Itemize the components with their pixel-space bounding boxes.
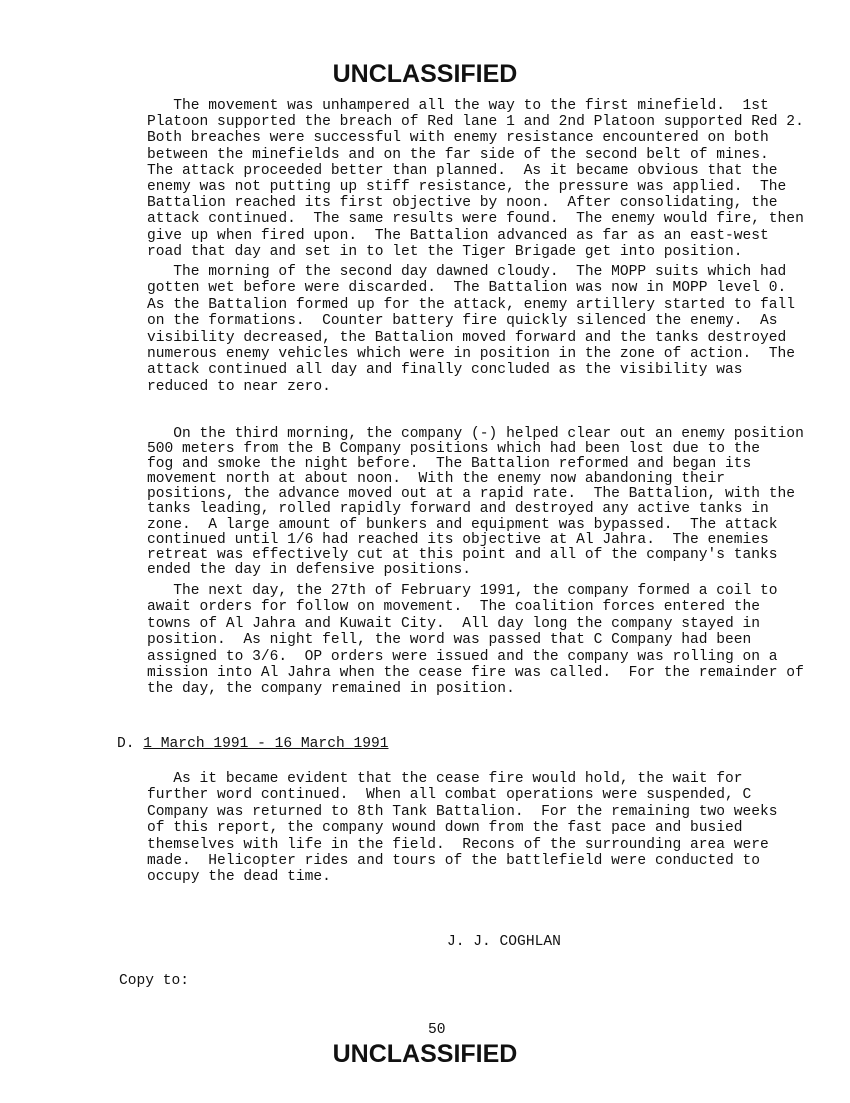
text-line: on the formations. Counter battery fire quickly silenced the enemy. As: [147, 313, 778, 330]
classification-footer: UNCLASSIFIED: [332, 1040, 518, 1068]
text-line: tanks leading, rolled rapidly forward and destroyed any active tanks in: [147, 501, 769, 518]
text-line: enemy was not putting up stiff resistance, the pressure was applied. The: [147, 179, 787, 196]
text-line: Both breaches were successful with enemy resistance encountered on both: [147, 130, 769, 147]
section-heading: [117, 736, 389, 752]
copy-to: Copy to:: [119, 973, 190, 989]
text-line: attack continued. The same results were found. The enemy would fire, then: [147, 211, 804, 228]
paragraph-2: [147, 264, 795, 395]
text-line: towns of Al Jahra and Kuwait City. All day long the company stayed in: [147, 615, 761, 632]
paragraph-5: [147, 771, 778, 886]
text-line: retreat was effectively cut at this point and all of the company's tanks: [147, 546, 778, 563]
text-line: reduced to near zero.: [147, 378, 331, 395]
text-line: assigned to 3/6. OP orders were issued and the company was rolling on a: [147, 648, 778, 665]
text-line: zone. A large amount of bunkers and equipment was bypassed. The attack: [147, 516, 778, 533]
text-line: On the third morning, the company (-) helped clear out an enemy position: [147, 426, 804, 442]
text-line: The morning of the second day dawned cloudy. The MOPP suits which had: [147, 264, 787, 280]
paragraph-4: [147, 583, 804, 698]
classification-header: UNCLASSIFIED: [332, 60, 518, 88]
text-line: attack continued all day and finally concluded as the visibility was: [147, 362, 743, 379]
signature: J. J. COGHLAN: [447, 934, 561, 950]
text-line: Battalion reached its first objective by noon. After consolidating, the: [147, 195, 778, 212]
section-letter: D.: [117, 736, 135, 752]
text-line: further word continued. When all combat operations were suspended, C: [147, 787, 752, 804]
text-line: visibility decreased, the Battalion moved forward and the tanks destroyed: [147, 329, 787, 346]
text-line: Company was returned to 8th Tank Battalion. For the remaining two weeks: [147, 803, 778, 820]
text-line: continued until 1/6 had reached its objective at Al Jahra. The enemies: [147, 531, 769, 548]
text-line: 500 meters from the B Company positions which had been lost due to the: [147, 441, 761, 458]
paragraph-3: [147, 427, 804, 578]
text-line: position. As night fell, the word was passed that C Company had been: [147, 632, 752, 649]
text-line: movement north at about noon. With the enemy now abandoning their: [147, 471, 726, 488]
text-line: As the Battalion formed up for the attack, enemy artillery started to fall: [147, 296, 796, 313]
text-line: between the minefields and on the far side of the second belt of mines.: [147, 146, 769, 163]
text-line: occupy the dead time.: [147, 869, 331, 886]
text-line: ended the day in defensive positions.: [147, 561, 472, 578]
text-line: The movement was unhampered all the way to the first minefield. 1st: [147, 98, 769, 114]
paragraph-1: [147, 98, 804, 260]
page-number: 50: [428, 1022, 446, 1038]
text-line: mission into Al Jahra when the cease fire was called. For the remainder of: [147, 665, 804, 682]
text-line: Platoon supported the breach of Red lane 1 and 2nd Platoon supported Red 2.: [147, 114, 804, 131]
text-line: fog and smoke the night before. The Battalion reformed and began its: [147, 456, 752, 473]
text-line: road that day and set in to let the Tiger Brigade get into position.: [147, 243, 743, 260]
text-line: numerous enemy vehicles which were in position in the zone of action. The: [147, 346, 796, 363]
text-line: of this report, the company wound down from the fast pace and busied: [147, 820, 743, 837]
text-line: await orders for follow on movement. The coalition forces entered the: [147, 599, 761, 616]
text-line: The next day, the 27th of February 1991, the company formed a coil to: [147, 583, 778, 599]
text-line: The attack proceeded better than planned. As it became obvious that the: [147, 162, 778, 179]
text-line: give up when fired upon. The Battalion advanced as far as an east-west: [147, 227, 769, 244]
text-line: made. Helicopter rides and tours of the battlefield were conducted to: [147, 853, 761, 870]
text-line: the day, the company remained in position.: [147, 681, 515, 698]
section-title: 1 March 1991 - 16 March 1991: [143, 736, 389, 752]
text-line: As it became evident that the cease fire would hold, the wait for: [147, 771, 743, 787]
text-line: gotten wet before were discarded. The Battalion was now in MOPP level 0.: [147, 280, 787, 297]
text-line: positions, the advance moved out at a rapid rate. The Battalion, with the: [147, 486, 796, 503]
text-line: themselves with life in the field. Recons of the surrounding area were: [147, 836, 769, 853]
